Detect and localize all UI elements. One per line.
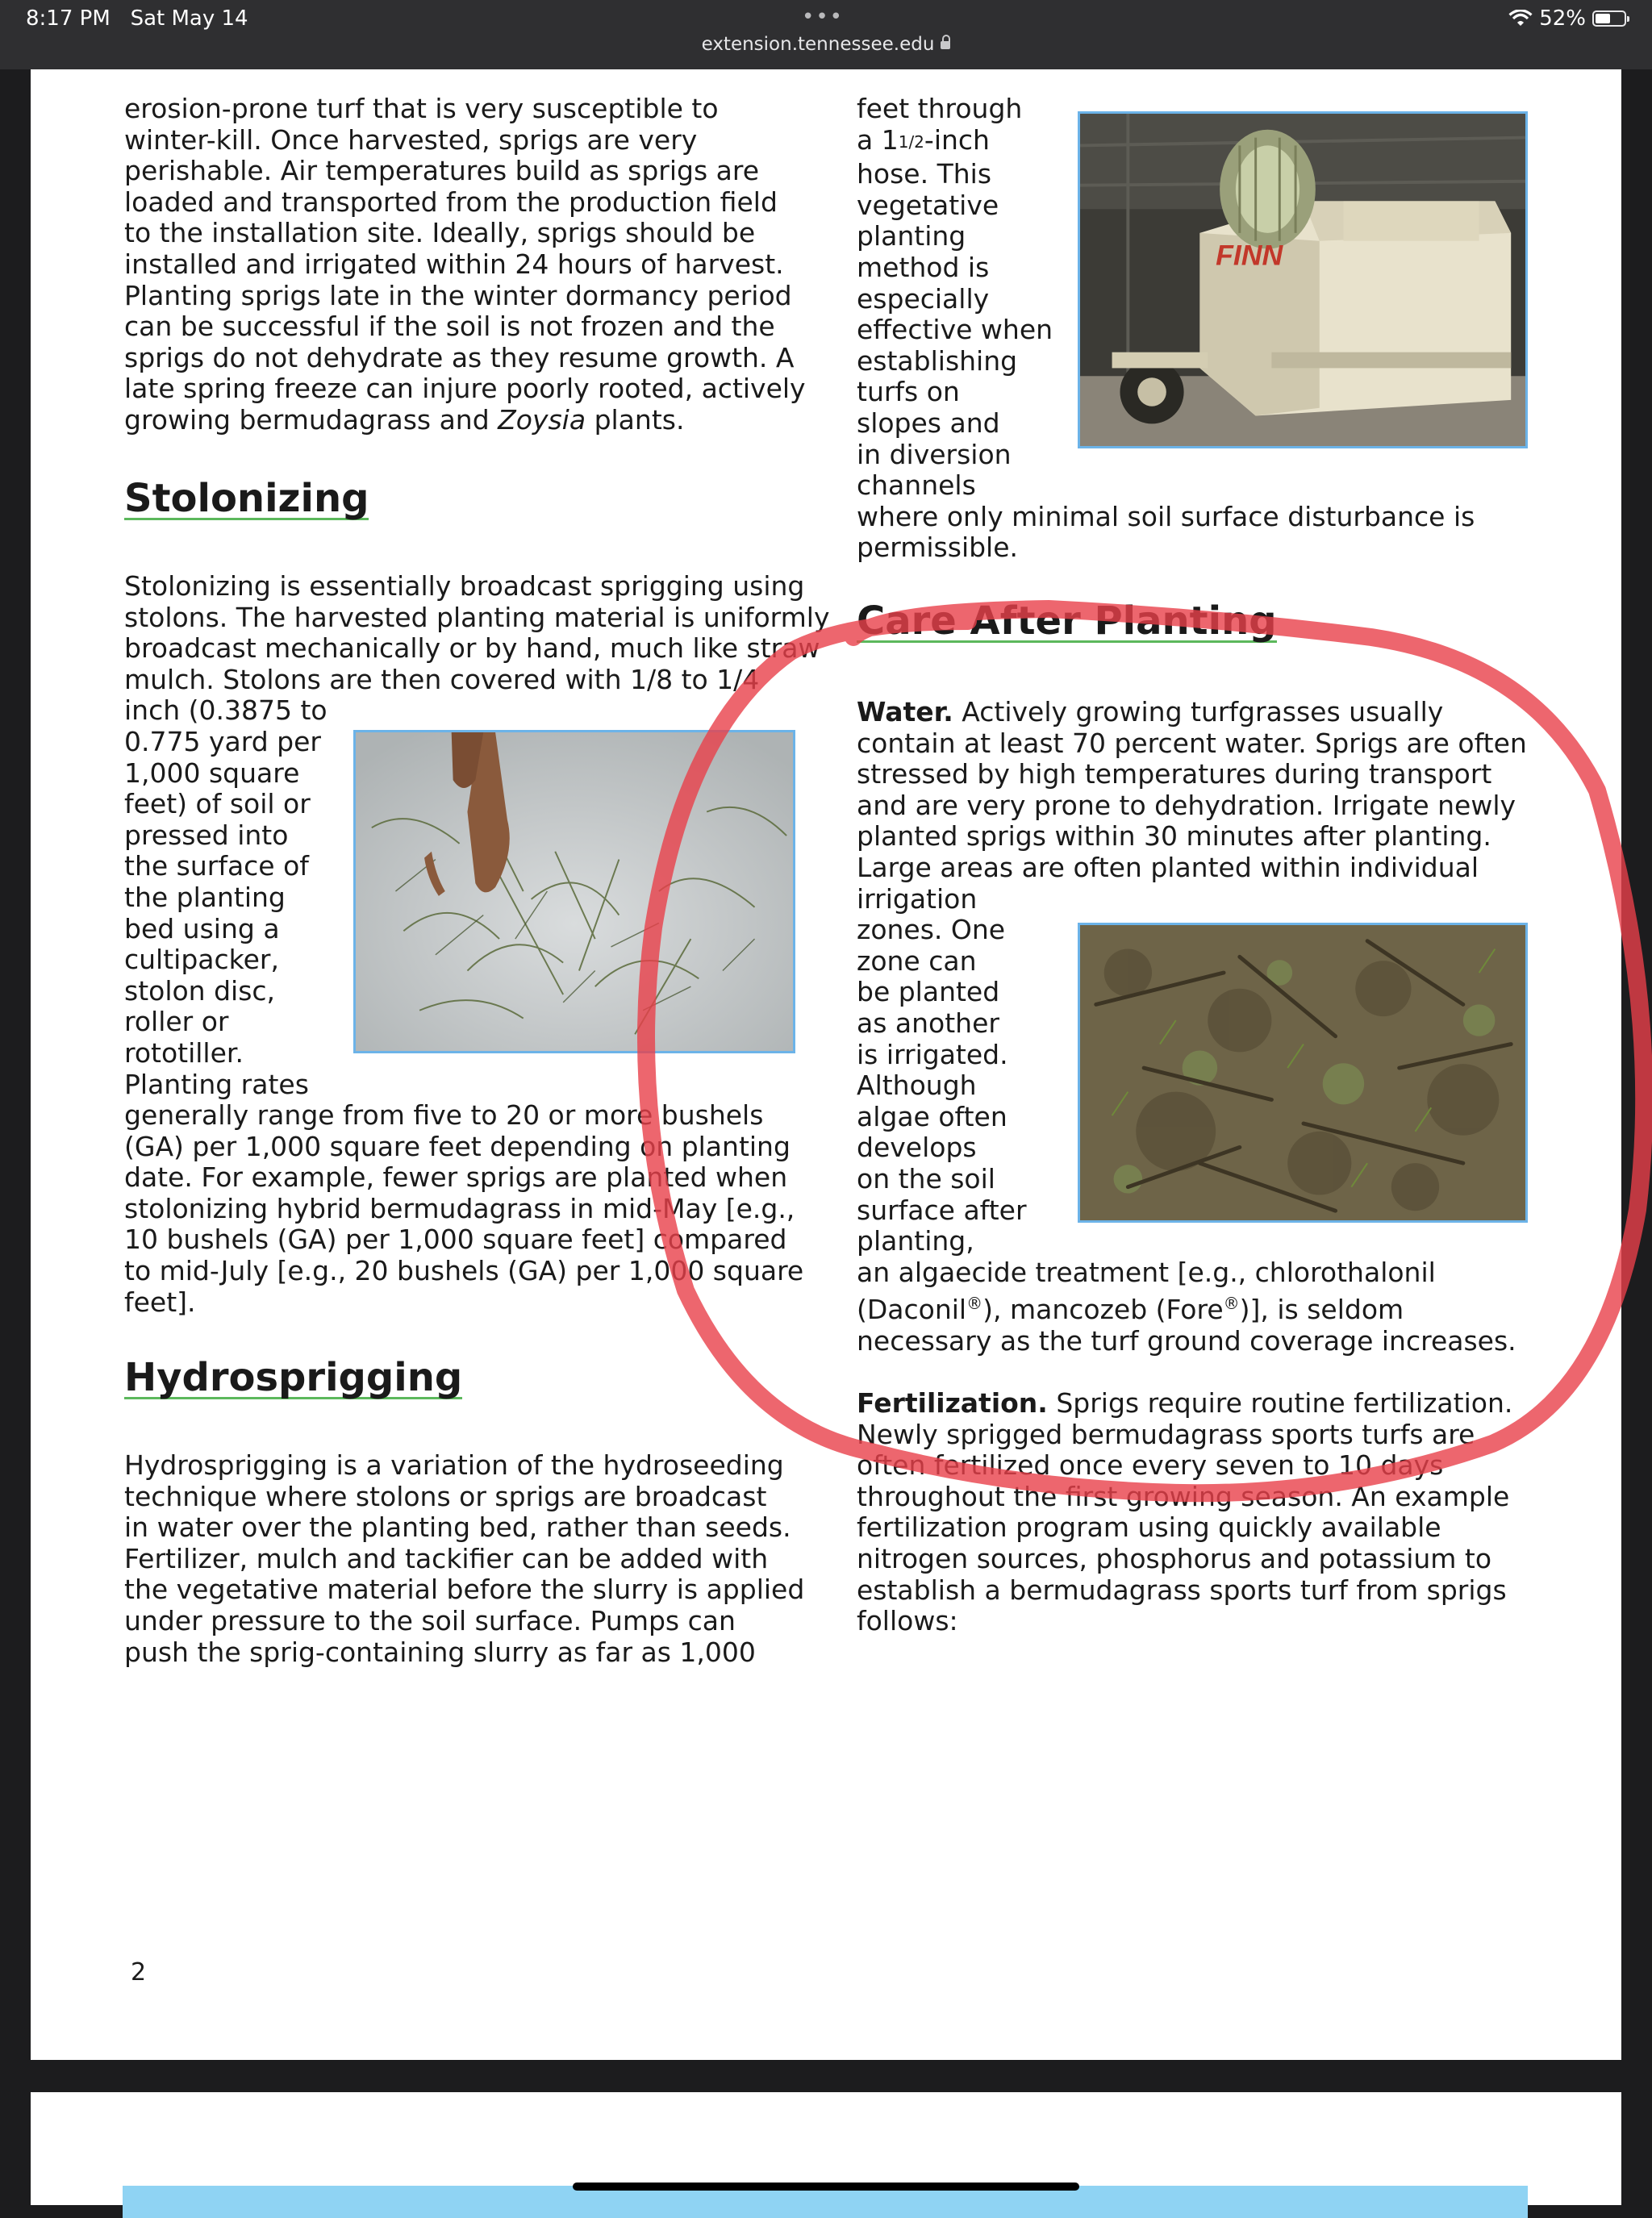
water-line: is irrigated. [857,1038,1008,1070]
care-after-planting-heading: Care After Planting [857,598,1277,644]
stolonizing-line: Planting rates [124,1068,309,1100]
stolonizing-line: Stolonizing is essentially broadcast sprigging using [124,570,805,602]
intro-line: erosion-prone turf that is very susceptible to [124,93,719,124]
status-right [1508,6,1626,31]
url-text: extension.tennessee.edu [701,34,935,55]
wifi-icon [1508,10,1533,27]
stolonizing-line: pressed into [124,819,289,851]
water-line: develops [857,1132,977,1164]
address-bar[interactable] [0,34,1652,55]
hose-line: in diversion [857,438,1012,470]
hydrosprigging-line: the vegetative material before the slurry is applied [124,1574,805,1606]
hose-line: establishing [857,344,1018,377]
water-line: on the soil [857,1162,995,1194]
more-dots-icon[interactable]: ••• [802,5,845,29]
water-line: contain at least 70 percent water. Sprigs are often [857,727,1527,759]
water-line: stressed by high temperatures during transport [857,758,1492,790]
status-bar [0,0,1652,69]
water-line: planting, [857,1225,974,1257]
intro-line: loaded and transported from the production field [124,186,778,218]
water-line: irrigation [857,882,978,915]
water-line: Although [857,1069,977,1102]
fertilization-first-line: Fertilization. Sprigs require routine fertilization. [857,1387,1513,1420]
stolonizing-line: cultipacker, [124,944,279,976]
stolonizing-line: 1,000 square [124,757,300,789]
fertilization-line: Newly sprigged bermudagrass sports turfs are [857,1418,1475,1450]
stolonizing-line: 0.775 yard per [124,725,321,757]
home-indicator [573,2183,1079,2191]
hose-line: slopes and [857,406,1000,439]
hydrosprigging-line: push the sprig-containing slurry as far as 1,000 [124,1636,756,1668]
fertilization-line: follows: [857,1605,958,1637]
stolonizing-line: to mid-July [e.g., 20 bushels (GA) per 1,000 square [124,1255,804,1287]
sprigs-on-soil-photo [1078,923,1528,1223]
hydrosprigging-paragraph [124,1450,834,1668]
hose-line: planting [857,220,966,252]
stolonizing-line: date. For example, fewer sprigs are planted when [124,1161,788,1194]
stolonizing-line: rototiller. [124,1036,244,1069]
stolonizing-line: stolon disc, [124,974,276,1007]
fertilization-line: often fertilized once every seven to 10 days [857,1449,1444,1482]
water-line: as another [857,1007,999,1039]
water-line: and are very prone to dehydration. Irrigate newly [857,789,1516,821]
hydrosprigging-line: under pressure to the soil surface. Pumps can [124,1604,736,1636]
hose-line: effective when [857,314,1053,346]
water-line: surface after [857,1194,1027,1226]
hydrosprigging-line: Hydrosprigging is a variation of the hydroseeding [124,1449,784,1481]
stolonizing-line: the surface of [124,850,309,882]
stolonizing-line: the planting [124,881,286,913]
intro-line: sprigs do not dehydrate as they resume growth. A [124,341,795,373]
fertilization-line: fertilization program using quickly available [857,1511,1441,1544]
page-number: 2 [131,1958,147,1987]
stolonizing-line: stolons. The harvested planting material is uniformly [124,601,830,633]
finn-brand-text: FINN [1216,239,1283,272]
hose-size-line: a 11/2-inch [857,123,990,156]
next-page-header-bar [123,2186,1528,2218]
daconil-line: (Daconil®), mancozeb (Fore®)], is seldom [857,1294,1404,1326]
battery-percent: 52% [1539,6,1586,31]
water-line: Large areas are often planted within individual [857,851,1479,883]
stolonizing-line: feet) of soil or [124,788,311,820]
intro-line: installed and irrigated within 24 hours of harvest. [124,248,784,280]
lock-icon [941,41,950,49]
intro-last-line: growing bermudagrass and Zoysia plants. [124,403,685,436]
stolonizing-line: generally range from five to 20 or more bushels [124,1099,764,1132]
battery-icon [1592,10,1626,27]
document-page [31,69,1621,2060]
intro-line: Planting sprigs late in the winter dormancy period [124,279,792,311]
water-line: zones. One [857,914,1006,946]
intro-line: can be successful if the soil is not frozen and the [124,311,775,343]
hose-line: especially [857,282,990,315]
stolonizing-line: mulch. Stolons are then covered with 1/8 to 1/4 [124,663,760,695]
fertilization-line: throughout the first growing season. An example [857,1480,1510,1512]
hydrosprigging-heading: Hydrosprigging [124,1355,463,1400]
water-line: planted sprigs within 30 minutes after planting. [857,820,1491,853]
intro-line: winter-kill. Once harvested, sprigs are very [124,123,698,156]
stolonizing-line: feet]. [124,1286,196,1318]
hose-line: vegetative [857,189,999,221]
water-first-line: Water. Actively growing turfgrasses usually [857,696,1444,728]
hose-line: permissible. [857,532,1019,564]
water-line: zone can [857,944,977,977]
stolonizing-line: roller or [124,1006,229,1038]
sprig-planter-machine-photo [1078,111,1528,448]
water-paragraph: Water. Actively growing turfgrasses usually contain at least 70 percent water. Sprigs are often stressed by high temperatures during transport and are very prone to dehydration. Irrigate newly planted sprigs within 30 minutes after planting. Large areas are often planted within individual irrigation zones. One zone can be planted as another is irrigated. Although algae often develops on the soil surface after planting, an algaecide treatment [e.g., chlorothalonil (Daconil®), mancozeb (Fore®)], is seldom necessary as the turf ground coverage increases. Fertilization. Sprigs require routine fertilization. Newly sprigged bermudagrass sports turfs are often fertilized once every seven to 10 days throughout the first growing season. An example fertilization program using quickly available nitrogen sources, phosphorus and potassium to establish a bermudagrass sports turf from sprigs follows: [857,697,1566,1637]
fertilization-line: nitrogen sources, phosphorus and potassium to [857,1543,1492,1575]
stolonizing-line: broadcast mechanically or by hand, much like straw [124,632,820,665]
intro-paragraph [124,94,834,436]
water-line: algae often [857,1100,1007,1132]
stolonizing-heading: Stolonizing [124,476,369,521]
intro-line: late spring freeze can injure poorly rooted, actively [124,373,806,405]
hose-line: channels [857,469,976,502]
water-line: be planted [857,976,1000,1008]
stolonizing-line: inch (0.3875 to [124,694,327,727]
hose-paragraph: feet through a 11/2-inch hose. This vegetative planting method is especially effective when establishing turfs on slopes and in diversion channels where only minimal soil surface disturbance is permissible. [857,94,1566,564]
hydrosprigging-line: Fertilizer, mulch and tackifier can be added with [124,1542,769,1574]
fertilization-line: establish a bermudagrass sports turf from sprigs [857,1574,1507,1606]
hose-line: method is [857,251,990,283]
intro-line: to the installation site. Ideally, sprigs should be [124,217,756,249]
hose-line: hose. This [857,158,992,190]
status-time: 8:17 PM Sat May 14 [26,6,248,31]
stolonizing-line: (GA) per 1,000 square feet depending on planting [124,1130,791,1162]
intro-line: perishable. Air temperatures build as sprigs are [124,155,760,187]
stolonizing-line: stolonizing hybrid bermudagrass in mid-May [e.g., [124,1192,795,1224]
stolonizing-line: 10 bushels (GA) per 1,000 square feet] compared [124,1224,787,1256]
hose-line: turfs on [857,376,960,408]
hydrosprigging-line: in water over the planting bed, rather than seeds. [124,1511,791,1544]
stolons-on-soil-photo [353,730,795,1053]
stolonizing-line: bed using a [124,912,280,944]
hose-line: where only minimal soil surface disturbance is [857,500,1475,532]
hydrosprigging-line: technique where stolons or sprigs are broadcast [124,1480,767,1512]
